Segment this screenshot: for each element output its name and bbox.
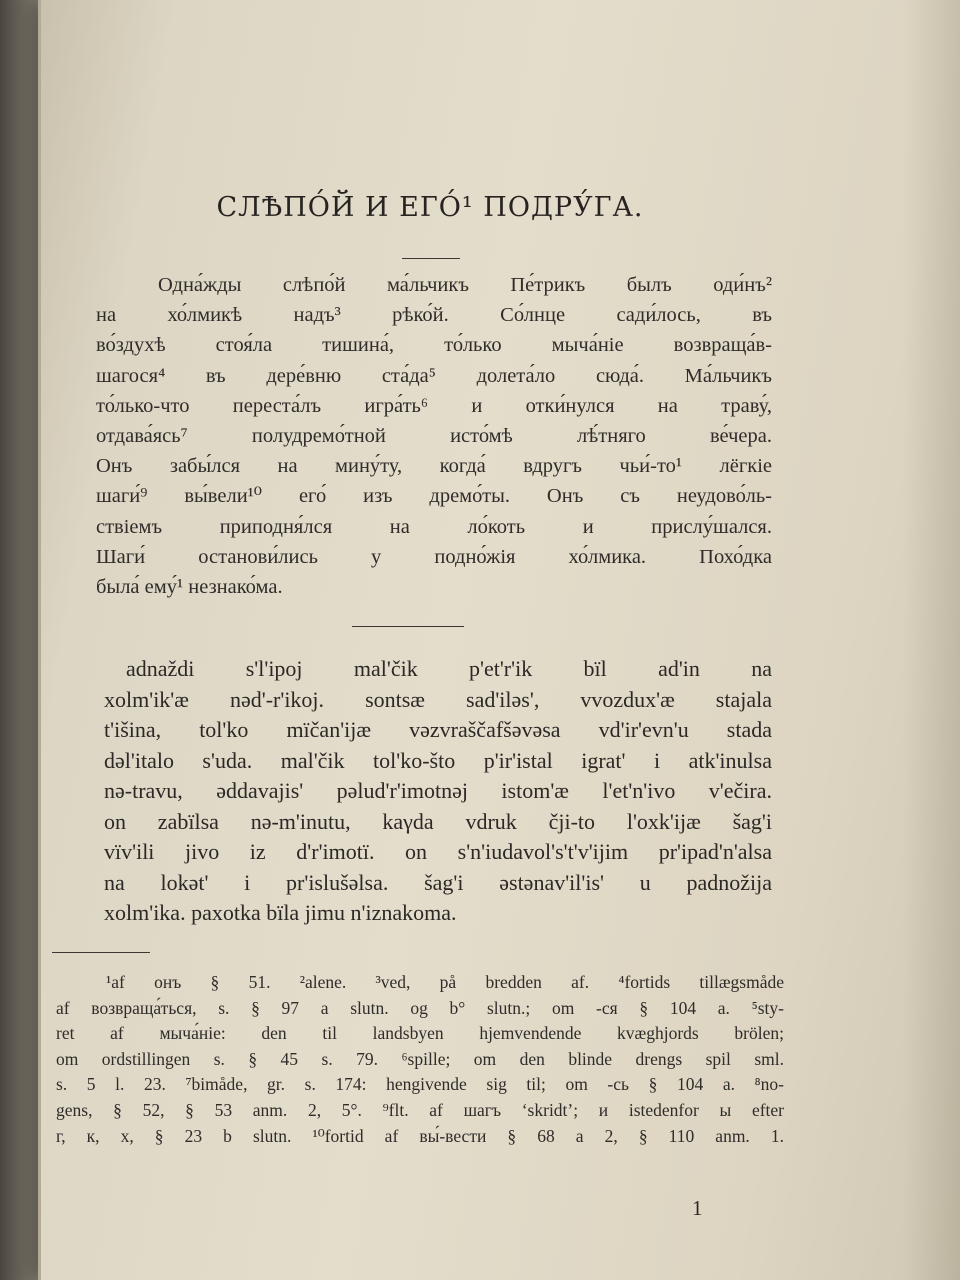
russian-line: Онъ забы́лся на мину́ту, когда́ вдругъ чьи́-то¹ лёгкіе (96, 455, 772, 478)
phonetic-line: xolm'ika. paxotka bïla jimu n'iznakoma. (104, 900, 457, 925)
footnote-line: г, к, х, § 23 b slutn. ¹⁰fortid af вы́-вести § 68 a 2, § 110 anm. 1. (56, 1125, 784, 1146)
phonetic-line: na lokət' i pr'islušəlsa. šag'i əstənav'il'is' u padnožija (104, 869, 772, 895)
russian-line: Шаги́ останови́лись у подно́жія хо́лмика. Похо́дка (96, 545, 772, 568)
page-number: 1 (692, 1196, 703, 1220)
footnote-line: af возвраща́ться, s. § 97 a slutn. og b° slutn.; om -ся § 104 a. ⁵sty- (56, 997, 784, 1018)
phonetic-line: xolm'ik'æ nəd'-r'ikoj. sontsæ sad'iləs', vvozdux'æ stajala (104, 686, 772, 712)
phonetic-line: on zabïlsa nə-m'inutu, kaγda vdruk čji-to l'oxk'ijæ šag'i (104, 808, 772, 834)
russian-line: отдава́ясь⁷ полудремо́тной исто́мѣ лѣ́тняго ве́чера. (96, 425, 772, 448)
phonetic-text (104, 654, 772, 929)
russian-line: на хо́лмикѣ надъ³ рѣко́й. Со́лнце сади́лось, въ (96, 304, 772, 327)
russian-line: шаги́⁹ вы́вели¹⁰ его́ изъ дремо́ты. Онъ съ неудово́ль- (96, 485, 772, 508)
section-rule (352, 626, 464, 627)
title-rule (402, 258, 460, 259)
footnote-line: gens, § 52, § 53 anm. 2, 5°. ⁹flt. af шагъ ‘skridt’; и istedenfor ы efter (56, 1099, 784, 1120)
phonetic-line: dəl'italo s'uda. mal'čik tol'ko-što p'ir'istal igrat' i atk'inulsa (104, 747, 772, 773)
footnote-line: ¹af онъ § 51. ²alene. ³ved, på bredden af. ⁴fortids tillægsmåde (106, 972, 784, 992)
russian-line: Одна́жды слѣпо́й ма́льчикъ Пе́трикъ былъ оди́нъ² (158, 274, 772, 296)
russian-line: шагося⁴ въ дере́вню ста́да⁵ долета́ло сюда́. Ма́льчикъ (96, 364, 772, 387)
footnote-line: om ordstillingen s. § 45 s. 79. ⁶spille; om den blinde drengs spil sml. (56, 1048, 784, 1069)
footnote-line: ret af мыча́ніе: den til landsbyen hjemvendende kvæghjords brölen; (56, 1023, 784, 1044)
russian-line: то́лько-что переста́лъ игра́ть⁶ и отки́нулся на траву́, (96, 394, 772, 417)
russian-line: ствіемъ приподня́лся на ло́коть и прислу́шался. (96, 515, 772, 538)
footnote-line: s. 5 l. 23. ⁷bimåde, gr. s. 174: hengivende sig til; om -сь § 104 a. ⁸no- (56, 1074, 784, 1095)
russian-text (96, 270, 772, 602)
chapter-title: СЛѢПО́Й И ЕГО́¹ ПОДРУ́ГА. (216, 192, 644, 223)
phonetic-line: t'išina, tol'ko mïčan'ijæ vəzvraščafšəvəsa vd'ir'evn'u stada (104, 717, 772, 742)
footnote-rule (52, 952, 150, 953)
russian-line: была́ ему́¹ незнако́ма. (96, 576, 283, 599)
footnotes (56, 970, 784, 1149)
page-shadow (903, 0, 960, 1280)
phonetic-line: vïv'ili jivo iz d'r'imotï. on s'n'iudavol's't'v'ijim pr'ipad'n'alsa (104, 839, 772, 864)
phonetic-line: adnaždi s'l'ipoj mal'čik p'et'r'ik bïl ad'in na (126, 656, 772, 681)
russian-line: во́здухѣ стоя́ла тишина́, то́лько мыча́ніе возвраща́в- (96, 334, 772, 357)
phonetic-line: nə-travu, əddavajis' pəlud'r'imotnəj istom'æ l'et'n'ivo v'ečira. (104, 778, 772, 803)
